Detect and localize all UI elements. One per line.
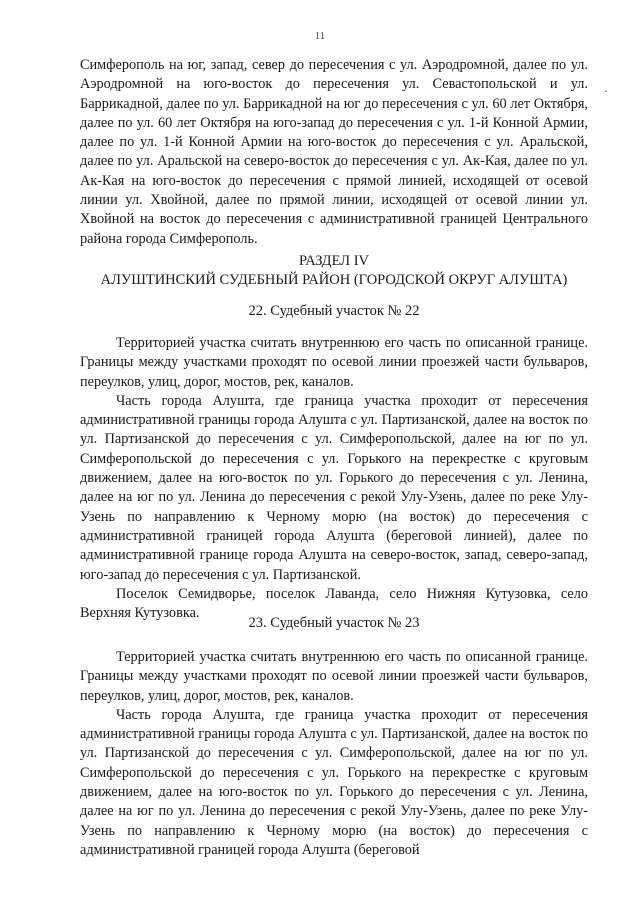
page-number: 11 xyxy=(314,30,326,42)
section-number: РАЗДЕЛ IV xyxy=(298,253,369,269)
paragraph-territory-23: Территорией участка считать внутреннюю его часть по описанной границе. Границы между участками проходят по осевой линии проезжей части бульваров, переулков, улиц, дорог, мостов, рек, каналов. xyxy=(80,649,588,704)
paragraph-boundary-22: Часть города Алушта, где граница участка проходит от пересечения административной границы города Алушта с ул. Партизанской, далее на восток по ул. Партизанской до пересечения с ул. Симферопольской, далее на юг по ул. Симферопольской до пересечения с ул. Горького на перекрестке с круговым движением, далее на юго-восток по ул. Горького до пересечения с ул. Ленина, далее на юг по ул. Ленина до пересечения с рекой Улу-Узень, далее по реке Улу-Узень по направлению к Черному морю (на восток) до пересечения с административной границей города Алушта (береговой линией), далее по административной границе города Алушта на северо-восток, запад, северо-запад, юго-запад до пересечения с ул. Партизанской. xyxy=(80,392,588,583)
section-heading xyxy=(80,252,588,290)
subsection-23-title: 23. Судебный участок № 23 xyxy=(248,615,420,631)
margin-dot: · xyxy=(604,84,608,98)
subsection-22-title: 22. Судебный участок № 22 xyxy=(248,303,420,319)
continuation-paragraph xyxy=(80,56,588,249)
paragraph-boundary-23: Часть города Алушта, где граница участка проходит от пересечения административной границы города Алушта с ул. Партизанской, далее на восток по ул. Партизанской до пересечения с ул. Симферопольской, далее на юг по ул. Симферопольской до пересечения с ул. Горького на перекрестке с круговым движением, далее на юго-восток по ул. Горького до пересечения с ул. Ленина, далее на юг по ул. Ленина до пересечения с рекой Улу-Узень, далее по реке Улу-Узень по направлению к Черному морю (на восток) до пересечения с административной границей города Алушта (береговой xyxy=(80,706,588,858)
paragraph-settlements-22: Поселок Семидворье, поселок Лаванда, село Нижняя Кутузовка, село Верхняя Кутузовка. xyxy=(80,585,588,622)
section-name: АЛУШТИНСКИЙ СУДЕБНЫЙ РАЙОН (ГОРОДСКОЙ ОКРУГ АЛУШТА) xyxy=(100,272,568,288)
continuation-text: Симферополь на юг, запад, север до пересечения с ул. Аэродромной, далее по ул. Аэродромной на юго-восток до пересечения ул. Севастопольской и ул. Баррикадной, далее по ул. Баррикадной на юг до пересечения с ул. 60 лет Октября, далее по ул. 60 лет Октября на юго-запад до пересечения с ул. 1-й Конной Армии, далее по ул. 1-й Конной Армии на юго-восток до пересечения с ул. Аральской, далее по ул. Аральской на северо-восток до пересечения с ул. Ак-Кая, далее по ул. Ак-Кая на юго-восток до пересечения с прямой линией, исходящей от осевой линии ул. Хвойной, далее по прямой линии, исходящей от осевой линии ул. Хвойной на восток до пересечения с административной границей Центрального района города Симферополь. xyxy=(80,57,588,247)
subsection-22-body xyxy=(80,334,588,623)
subsection-23-body xyxy=(80,648,588,860)
paragraph-territory-22: Территорией участка считать внутреннюю его часть по описанной границе. Границы между участками проходят по осевой линии проезжей части бульваров, переулков, улиц, дорог, мостов, рек, каналов. xyxy=(80,335,588,390)
